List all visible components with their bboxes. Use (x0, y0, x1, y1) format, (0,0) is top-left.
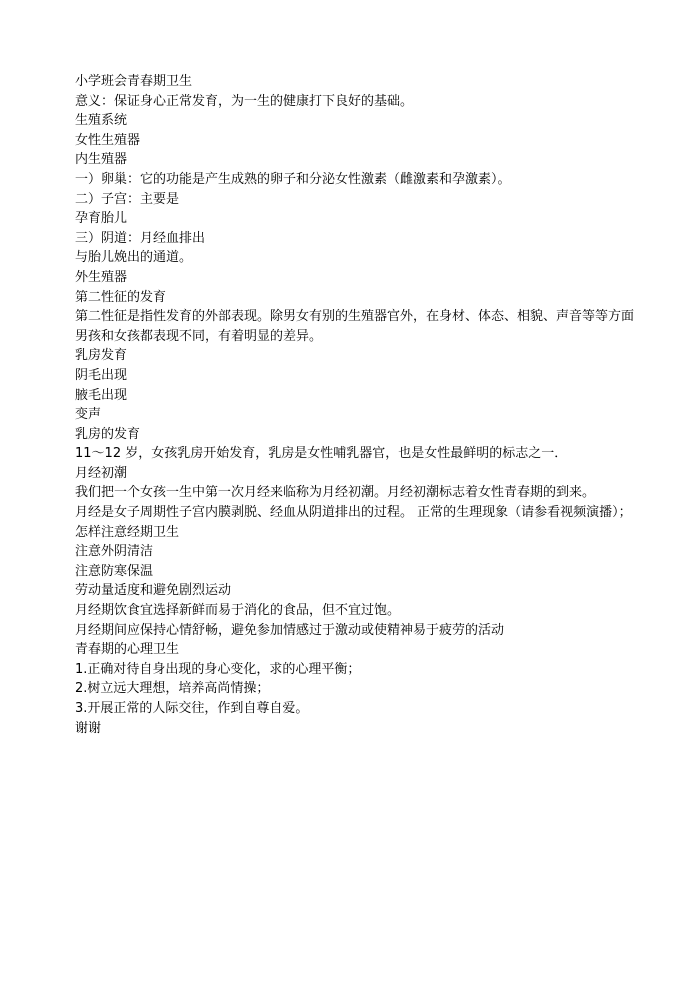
text-line: 二）子宫：主要是 (75, 191, 180, 207)
list-item: 变声 (75, 407, 102, 423)
text-line: 月经期饮食宜选择新鲜而易于消化的食品，但不宜过饱。 (75, 603, 401, 619)
section-heading: 生殖系统 (75, 113, 128, 129)
section-heading: 外生殖器 (75, 269, 128, 285)
text-line: 意义：保证身心正常发育，为一生的健康打下良好的基础。 (75, 93, 414, 109)
section-heading: 青春期的心理卫生 (75, 642, 180, 658)
text-line: 孕育胎儿 (75, 211, 128, 227)
section-heading: 怎样注意经期卫生 (75, 524, 180, 540)
section-heading: 内生殖器 (75, 152, 128, 168)
paragraph: 第二性征是指性发育的外部表现。除男女有别的生殖器官外，在身材、体态、相貌、声音等等方面男孩和女孩都表现不同，有着明显的差异。 (75, 309, 635, 344)
list-item: 阴毛出现 (75, 367, 128, 383)
text-line: 与胎儿娩出的通道。 (75, 250, 193, 266)
section-heading: 月经初潮 (75, 465, 128, 481)
list-item: 注意外阴清洁 (75, 544, 154, 560)
text-line: 11～12 岁，女孩乳房开始发育，乳房是女性哺乳器官，也是女性最鲜明的标志之一． (75, 446, 568, 462)
list-item: 乳房发育 (75, 348, 128, 364)
document-title: 小学班会青春期卫生 (75, 74, 193, 89)
text-line: 我们把一个女孩一生中第一次月经来临称为月经初潮。月经初潮标志着女性青春期的到来。 (75, 485, 596, 501)
text-line: 三）阴道：月经血排出 (75, 230, 206, 246)
section-heading: 女性生殖器 (75, 132, 141, 148)
list-item: 3.开展正常的人际交往，作到自尊自爱。 (75, 701, 309, 716)
list-item: 1.正确对待自身出现的身心变化，求的心理平衡； (75, 661, 361, 677)
section-heading: 乳房的发育 (75, 426, 141, 442)
list-item: 劳动量适度和避免剧烈运动 (75, 583, 232, 599)
paragraph: 月经是女子周期性子宫内膜剥脱、经血从阴道排出的过程。 正常的生理现象（请参看视频演播）； (75, 505, 632, 521)
document-body (75, 72, 635, 738)
list-item: 腋毛出现 (75, 387, 128, 403)
text-line: 月经期间应保持心情舒畅，避免参加情感过于激动或使精神易于疲劳的活动 (75, 622, 505, 638)
list-item: 2.树立远大理想，培养高尚情操； (75, 681, 270, 697)
closing-text: 谢谢 (75, 720, 102, 736)
section-heading: 第二性征的发育 (75, 289, 167, 305)
list-item: 注意防寒保温 (75, 563, 154, 579)
text-line: 一）卵巢：它的功能是产生成熟的卵子和分泌女性激素（雌激素和孕激素）。 (75, 171, 511, 187)
